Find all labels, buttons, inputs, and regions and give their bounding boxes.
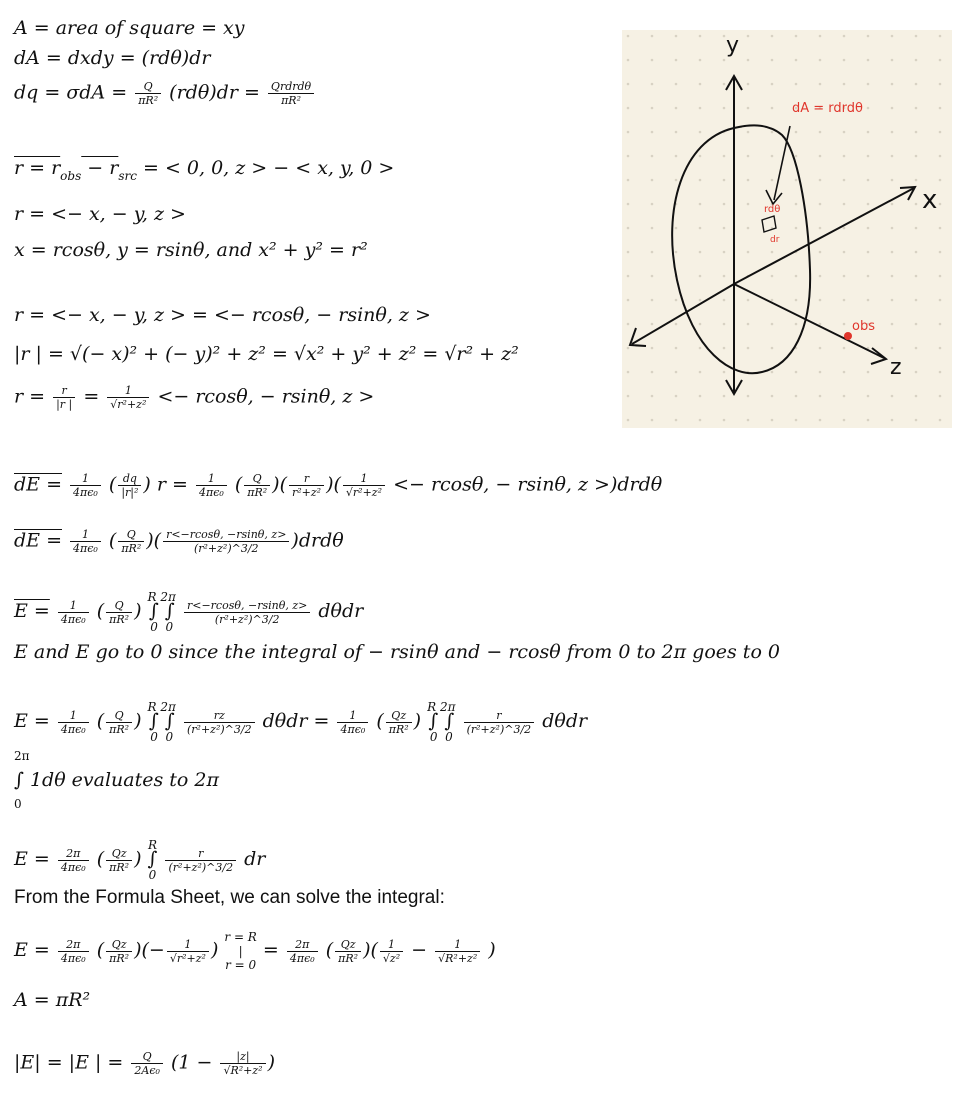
obs-subscript: obs [60, 169, 82, 183]
eq-rhat-eq: = [83, 385, 100, 408]
label-z: z [890, 355, 902, 380]
eq-ez-2: E = $\frac{2\pi}{\text{4πϵ₀}}$ ( $\frac{Qz}{\text{πR²}}$ ) R ∫ 0 $\frac{r}{\text{(r²+z²)\textasciicircum{}3/2}}$ dr [14, 838, 266, 882]
frac-qrdrdth: $\frac{\text{Qrdrdθ}}{\text{πR²}}$ [268, 80, 314, 107]
r-hat: r [156, 473, 166, 496]
label-rdtheta: rdθ [764, 204, 781, 215]
label-obs: obs [852, 319, 875, 334]
eq-r-hat [14, 384, 374, 411]
eq-de-2: dE = $\frac{1}{\text{4πϵ₀}}$ ( $\frac{Q}{\text{πR²}}$ )( $\frac{r<-rcos\theta, -rsin\theta, z>}{\text{(r²+z²)\textasciicircum{}3/2}}$ )drdθ [14, 528, 344, 555]
eq-ez-3: E = $\frac{2\pi}{\text{4πϵ₀}}$ ( $\frac{Qz}{\text{πR²}}$ )(− $\frac{1}{\text{√r²+z²}}$ ) r = R | r = 0 = $\frac{2\pi}{\text{4πϵ₀}}$ ( $\frac{Qz}{\text{πR²}}$ )( $\frac{1}{\text{√z²}}$ − $\frac{1}{\text{√R²+z²}}$ ) [14, 930, 496, 972]
eq-polar [14, 240, 368, 261]
eq-rhat-lhs: r = [14, 385, 46, 408]
label-2pi: 2π [14, 749, 30, 763]
label-0: 0 [14, 797, 22, 811]
eq-r-sep [14, 158, 394, 183]
ex-ey-text: E and E go to 0 since the integral of − rsinθ and − rcosθ from 0 to 2π goes to 0 [14, 641, 781, 663]
formula-sheet-note [14, 888, 445, 909]
r-src: − r [81, 157, 119, 179]
eq-dtheta [14, 770, 219, 791]
eq-r-components [14, 204, 186, 225]
label-x: x [922, 185, 938, 215]
eq-r-mag [14, 344, 519, 365]
eq-r-sep-rhs: = < 0, 0, z > − < x, y, 0 > [136, 157, 395, 179]
final-lhs: |E| = |E | = [14, 1051, 124, 1074]
eq-area-circle [14, 990, 90, 1011]
eq-ex-ey-zero [14, 642, 780, 663]
r-obs: r = r [14, 157, 61, 179]
eq-dq-lhs: dq = σdA = [14, 81, 128, 104]
eq-r-components-text: r = <− x, − y, z > [14, 203, 186, 225]
eq-r-polar-text: r = <− x, − y, z > = <− rcosθ, − rsinθ, z > [14, 304, 431, 326]
eq-ez-1: E = $\frac{1}{\text{4πϵ₀}}$ ( $\frac{Q}{\text{πR²}}$ ) R 2π ∫ ∫ 0 0 $\frac{rz}{\text{(r²+z²)\textasciicircum{}3/2}}$ dθdr = $\frac{1}{\text{4πϵ₀}}$ ( $\frac{Qz}{\text{πR²}}$ ) R 2π ∫ ∫ 0 0 $\frac{r}{\text{(r²+z²)\textasciicircum{}3/2}}$ dθdr [14, 700, 588, 744]
ez-lhs: E = [14, 710, 50, 732]
label-y: y [726, 33, 740, 58]
eq-polar-text: x = rcosθ, y = rsinθ, and x² + y² = r² [14, 239, 368, 261]
eq-area-text: A = area of square = xy [14, 17, 245, 39]
eq-da-text: dA = dxdy = (rdθ)dr [14, 47, 211, 69]
frac-1-sqrt: $\frac{1}{\text{√r²+z²}}$ [107, 384, 149, 411]
e-lhs: E = [14, 600, 50, 622]
eq-area [14, 18, 245, 39]
eq-rhat-vec: <− rcosθ, − rsinθ, z > [157, 385, 375, 408]
src-subscript: src [118, 169, 137, 183]
eq-r-mag-text: |r | = √(− x)² + (− y)² + z² = √x² + y² + z² = √r² + z² [14, 343, 519, 365]
de-lhs-2: dE = [14, 529, 62, 552]
label-dr: dr [770, 235, 780, 245]
eq-r-polar [14, 305, 431, 326]
diagram-svg [622, 30, 952, 428]
ez-1-mid: dθdr = [262, 710, 330, 732]
eq-final: |E| = |E | = $\frac{Q}{\text{2Aϵ₀}}$ (1 − $\frac{|z|}{\text{√R²+z²}}$ ) [14, 1050, 276, 1077]
label-da: dA = rdrdθ [792, 101, 863, 116]
e-tail: dθdr [318, 600, 364, 622]
de-1-vec: <− rcosθ, − rsinθ, z >)drdθ [393, 473, 663, 496]
eq-e-integral: E = $\frac{1}{\text{4πϵ₀}}$ ( $\frac{Q}{\text{πR²}}$ ) R 2π ∫ ∫ 0 0 $\frac{r<-rcos\theta, -rsin\theta, z>}{\text{(r²+z²)\textasciicircum{}3/2}}$ dθdr [14, 590, 364, 634]
frac-q-pir2: $\frac{Q}{\text{πR²}}$ [135, 80, 161, 107]
de-2-tail: )drdθ [291, 529, 344, 552]
obs-point [844, 332, 852, 340]
charged-disk-diagram [622, 30, 952, 428]
de-lhs: dE = [14, 473, 62, 496]
eq-dq [14, 80, 316, 107]
frac-r-over-absr: $\frac{r}{|r |}$ [53, 384, 75, 411]
eq-dq-mid: (rdθ)dr = [169, 81, 260, 104]
eq-de-1: dE = $\frac{1}{\text{4πϵ₀}}$ ( $\frac{dq}{\text{|r|²}}$ ) r = $\frac{1}{\text{4πϵ₀}}$ ( $\frac{Q}{\text{πR²}}$ )( $\frac{r}{\text{r²+z²}}$ )( $\frac{1}{\text{√r²+z²}}$ <− rcosθ, − rsinθ, z >)drdθ [14, 472, 663, 499]
eq-da [14, 48, 210, 69]
double-integral: R 2π ∫ ∫ 0 0 [147, 590, 176, 634]
dtheta-text: ∫ 1dθ evaluates to 2π [14, 769, 219, 791]
formula-sheet-text: From the Formula Sheet, we can solve the integral: [14, 887, 445, 908]
area-circle-text: A = πR² [14, 989, 91, 1011]
